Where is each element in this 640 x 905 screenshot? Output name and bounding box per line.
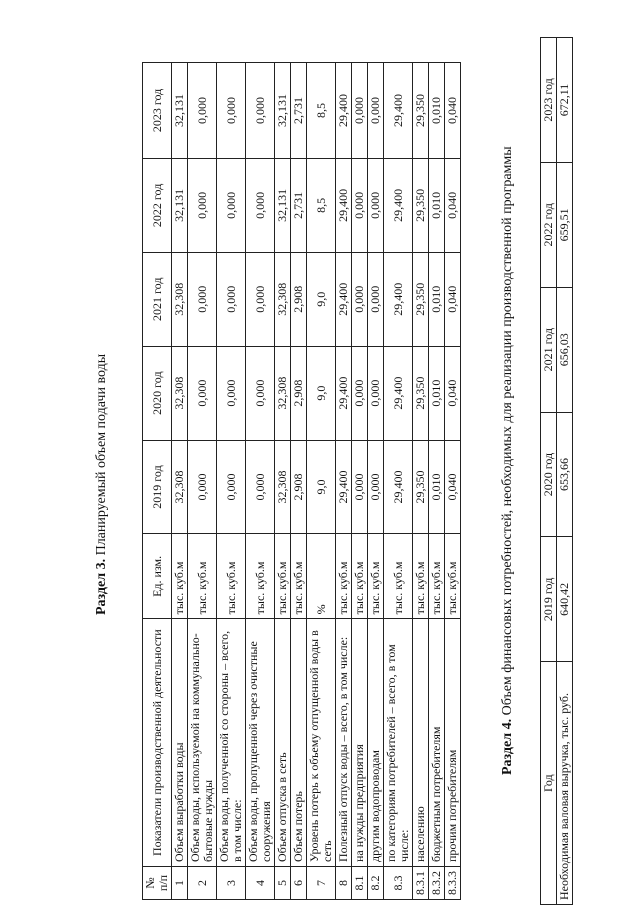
fin-value-2019: 640,42 [557,537,573,662]
row-value: 0,000 [188,346,217,440]
row-unit: тыс. куб.м [429,534,445,619]
row-value: 0,000 [246,158,275,252]
row-unit: тыс. куб.м [368,534,384,619]
water-supply-table [142,62,461,900]
row-value: 29,350 [413,346,429,440]
fin-col-header-2019: 2019 год [541,537,557,662]
row-indicator: Объем воды, полученной со стороны – всего, в том числе: [217,619,246,867]
row-value: 2,908 [291,252,307,346]
row-number: 1 [172,867,188,900]
row-value: 29,400 [384,252,413,346]
row-value: 29,400 [384,158,413,252]
row-value: 2,908 [291,346,307,440]
row-value: 29,400 [336,346,352,440]
row-value: 32,308 [172,440,188,534]
col-header-2020: 2020 год [143,346,172,440]
row-value: 9,0 [307,440,336,534]
row-value: 29,400 [336,252,352,346]
row-value: 2,731 [291,63,307,159]
row-indicator: бюджетным потребителям [429,619,445,867]
row-indicator: другим водопроводам [368,619,384,867]
row-number: 5 [275,867,291,900]
section3-title [94,354,110,615]
row-value: 0,000 [217,440,246,534]
row-unit: тыс. куб.м [217,534,246,619]
row-value: 0,000 [217,346,246,440]
row-value: 0,000 [217,158,246,252]
row-value: 32,308 [275,252,291,346]
row-value: 29,400 [336,63,352,159]
table-row [384,63,413,900]
row-value: 0,000 [352,158,368,252]
fin-value-2020: 653,66 [557,412,573,537]
col-header-2021: 2021 год [143,252,172,346]
row-indicator: Объем воды, пропущенной через очистные сооружения [246,619,275,867]
col-header-unit: Ед. изм. [143,534,172,619]
col-header-num: № п/п [143,867,172,900]
row-indicator: Объем выработки воды [172,619,188,867]
fin-header-row [541,38,557,905]
fin-value-2021: 656,03 [557,287,573,412]
row-value: 8,5 [307,158,336,252]
fin-col-header-2023: 2023 год [541,38,557,163]
section4-title-text: Объем финансовых потребностей, необходимых для реализации производственной программы [500,146,515,719]
row-value: 29,350 [413,440,429,534]
row-value: 9,0 [307,346,336,440]
row-value: 0,000 [246,63,275,159]
col-header-indicator: Показатели производственной деятельности [143,619,172,867]
row-value: 0,010 [429,346,445,440]
row-value: 0,000 [188,440,217,534]
col-header-2019: 2019 год [143,440,172,534]
table-row [336,63,352,900]
fin-value-2023: 672,11 [557,38,573,163]
table-row [429,63,445,900]
row-number: 4 [246,867,275,900]
row-value: 32,131 [172,158,188,252]
row-unit: тыс. куб.м [445,534,461,619]
financial-needs-table [540,37,573,905]
row-value: 0,000 [352,346,368,440]
row-value: 0,000 [352,440,368,534]
row-value: 32,308 [275,346,291,440]
row-value: 0,000 [246,346,275,440]
row-unit: тыс. куб.м [275,534,291,619]
row-value: 29,400 [336,440,352,534]
fin-col-header-2021: 2021 год [541,287,557,412]
table-row [445,63,461,900]
row-unit: тыс. куб.м [413,534,429,619]
row-value: 0,000 [368,440,384,534]
row-value: 0,040 [445,440,461,534]
row-value: 0,010 [429,158,445,252]
row-unit: % [307,534,336,619]
table-row [307,63,336,900]
row-number: 8.1 [352,867,368,900]
row-value: 0,000 [188,158,217,252]
section4-title [500,146,516,775]
row-value: 0,040 [445,346,461,440]
fin-col-header-2022: 2022 год [541,162,557,287]
table-row [352,63,368,900]
row-value: 0,000 [368,63,384,159]
row-value: 29,400 [384,63,413,159]
col-header-2023: 2023 год [143,63,172,159]
table-row [217,63,246,900]
fin-col-header-year: Год [541,662,557,905]
row-number: 8 [336,867,352,900]
row-number: 3 [217,867,246,900]
table-row [172,63,188,900]
row-unit: тыс. куб.м [188,534,217,619]
row-value: 32,308 [172,346,188,440]
row-indicator: Объем потерь [291,619,307,867]
row-unit: тыс. куб.м [384,534,413,619]
row-value: 9,0 [307,252,336,346]
table-row [413,63,429,900]
row-indicator: прочим потребителям [445,619,461,867]
row-value: 32,131 [172,63,188,159]
fin-row [557,38,573,905]
row-value: 0,010 [429,252,445,346]
row-value: 0,000 [368,158,384,252]
row-number: 8.3.1 [413,867,429,900]
row-indicator: на нужды предприятия [352,619,368,867]
row-value: 0,000 [368,346,384,440]
row-value: 0,040 [445,252,461,346]
table-row [368,63,384,900]
row-value: 29,400 [384,346,413,440]
row-number: 8.3.3 [445,867,461,900]
row-value: 0,000 [217,63,246,159]
row-unit: тыс. куб.м [172,534,188,619]
row-indicator: Уровень потерь к объему отпущенной воды в сеть [307,619,336,867]
row-value: 0,000 [246,440,275,534]
row-value: 29,350 [413,63,429,159]
row-indicator: Объем воды, используемой на коммунально-бытовые нужды [188,619,217,867]
row-unit: тыс. куб.м [246,534,275,619]
table-row [291,63,307,900]
row-value: 0,000 [188,63,217,159]
table-row [275,63,291,900]
row-number: 6 [291,867,307,900]
section4-title-bold: Раздел 4. [500,718,515,775]
row-value: 8,5 [307,63,336,159]
row-value: 29,350 [413,158,429,252]
row-value: 0,000 [352,63,368,159]
row-value: 0,000 [217,252,246,346]
row-unit: тыс. куб.м [352,534,368,619]
row-value: 29,400 [384,440,413,534]
row-value: 0,000 [246,252,275,346]
row-indicator: Полезный отпуск воды – всего, в том числе: [336,619,352,867]
row-number: 7 [307,867,336,900]
row-unit: тыс. куб.м [291,534,307,619]
row-number: 8.2 [368,867,384,900]
row-value: 32,131 [275,158,291,252]
fin-value-2022: 659,51 [557,162,573,287]
row-value: 32,308 [275,440,291,534]
section3-title-text: Планируемый объем подачи воды [94,353,109,559]
section3-title-bold: Раздел 3. [94,558,109,615]
fin-row-label: Необходимая валовая выручка, тыс. руб. [557,662,573,905]
row-value: 0,000 [352,252,368,346]
table-row [188,63,217,900]
table-row [246,63,275,900]
row-value: 2,908 [291,440,307,534]
row-number: 8.3.2 [429,867,445,900]
col-header-2022: 2022 год [143,158,172,252]
row-number: 8.3 [384,867,413,900]
row-number: 2 [188,867,217,900]
row-value: 2,731 [291,158,307,252]
row-unit: тыс. куб.м [336,534,352,619]
row-indicator: Объем отпуска в сеть [275,619,291,867]
row-value: 0,040 [445,158,461,252]
row-indicator: по категориям потребителей – всего, в том числе: [384,619,413,867]
row-value: 0,010 [429,440,445,534]
row-indicator: населению [413,619,429,867]
fin-col-header-2020: 2020 год [541,412,557,537]
row-value: 29,350 [413,252,429,346]
table-header-row [143,63,172,900]
row-value: 32,308 [172,252,188,346]
row-value: 0,010 [429,63,445,159]
row-value: 0,000 [188,252,217,346]
row-value: 0,000 [368,252,384,346]
row-value: 32,131 [275,63,291,159]
row-value: 29,400 [336,158,352,252]
row-value: 0,040 [445,63,461,159]
